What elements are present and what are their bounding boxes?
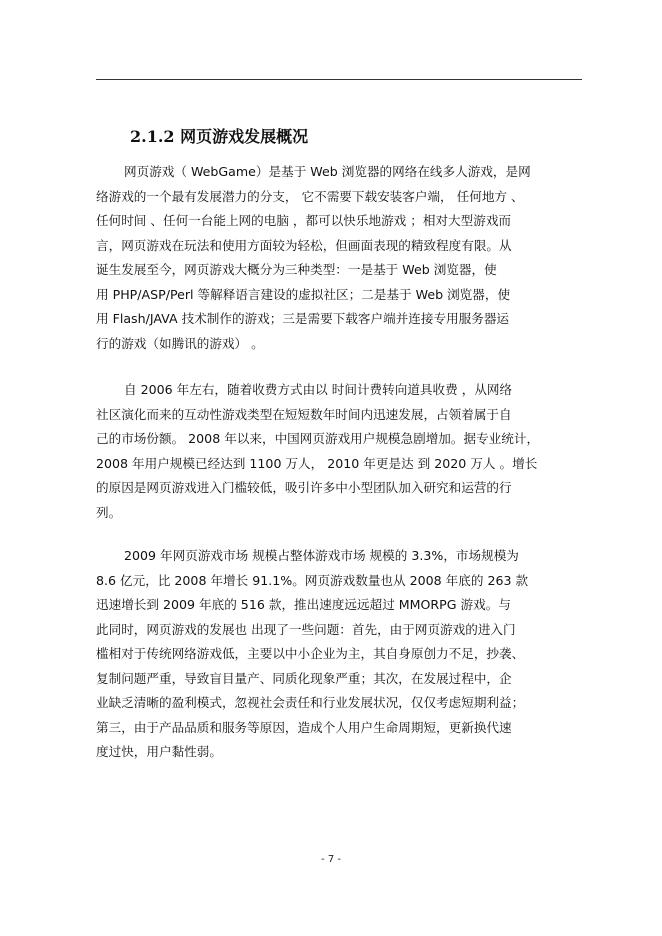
- paragraph-line: 任何时间 、任何一台能上网的电脑 ，都可以快乐地游戏 ；相对大型游戏而: [96, 213, 512, 228]
- paragraph-line: 8.6 亿元，比 2008 年增长 91.1%。网页游戏数量也从 2008 年底的 263 款: [96, 572, 529, 588]
- paragraph-line: 度过快，用户黏性弱。: [96, 744, 222, 759]
- paragraph-line: 迅速增长到 2009 年底的 516 款，推出速度远远超过 MMORPG 游戏。与: [96, 597, 511, 612]
- paragraph-line: 2009 年网页游戏市场 规模占整体游戏市场 规模的 3.3%，市场规模为: [124, 548, 519, 563]
- paragraph-1: [96, 160, 586, 356]
- paragraph-line: 第三，由于产品品质和服务等原因，造成个人用户生命周期短，更新换代速: [96, 719, 512, 735]
- section-heading: 2.1.2 网页游戏发展概况: [130, 127, 309, 146]
- paragraph-3: [96, 544, 586, 765]
- paragraph-line: 自 2006 年左右，随着收费方式由以 时间计费转向道具收费 ，从网络: [124, 382, 513, 397]
- paragraph-line: 诞生发展至今，网页游戏大概分为三种类型：一是基于 Web 浏览器，使: [96, 262, 497, 277]
- paragraph-line: 用 PHP/ASP/Perl 等解释语言建设的虚拟社区；二是基于 Web 浏览器，使: [96, 286, 511, 302]
- paragraph-line: 社区演化而来的互动性游戏类型在短短数年时间内迅速发展，占领着属于自: [96, 406, 512, 422]
- paragraph-line: 2008 年用户规模已经达到 1100 万人， 2010 年更是达 到 2020 万人 。增长: [96, 455, 538, 471]
- paragraph-line: 己的市场份额。 2008 年以来，中国网页游戏用户规模急剧增加。据专业统计，: [96, 431, 540, 446]
- paragraph-2: [96, 378, 586, 525]
- paragraph-line: 网页游戏（ WebGame）是基于 Web 浏览器的网络在线多人游戏，是网: [124, 164, 531, 179]
- paragraph-line: 槛相对于传统网络游戏低，主要以中小企业为主，其自身原创力不足，抄袭、: [96, 646, 525, 661]
- paragraph-line: 列。: [96, 504, 122, 520]
- paragraph-line: 此同时，网页游戏的发展也 出现了一些问题：首先，由于网页游戏的进入门: [96, 621, 516, 637]
- paragraph-line: 言，网页游戏在玩法和使用方面较为轻松，但画面表现的精致程度有限。从: [96, 237, 512, 253]
- header-rule: [96, 79, 582, 80]
- paragraph-line: 络游戏的一个最有发展潜力的分支， 它不需要下载安装客户端， 任何地方 、: [96, 188, 524, 204]
- paragraph-line: 业缺乏清晰的盈利模式，忽视社会责任和行业发展状况，仅仅考虑短期利益；: [96, 695, 525, 710]
- paragraph-line: 用 Flash/JAVA 技术制作的游戏；三是需要下载客户端并连接专用服务器运: [96, 311, 510, 326]
- page-number: - 7 -: [321, 854, 341, 865]
- paragraph-line: 复制问题严重，导致盲目量产、同质化现象严重；其次，在发展过程中，企: [96, 670, 512, 686]
- paragraph-line: 的原因是网页游戏进入门槛较低，吸引许多中小型团队加入研究和运营的行: [96, 480, 512, 495]
- paragraph-line: 行的游戏（如腾讯的游戏） 。: [96, 335, 264, 351]
